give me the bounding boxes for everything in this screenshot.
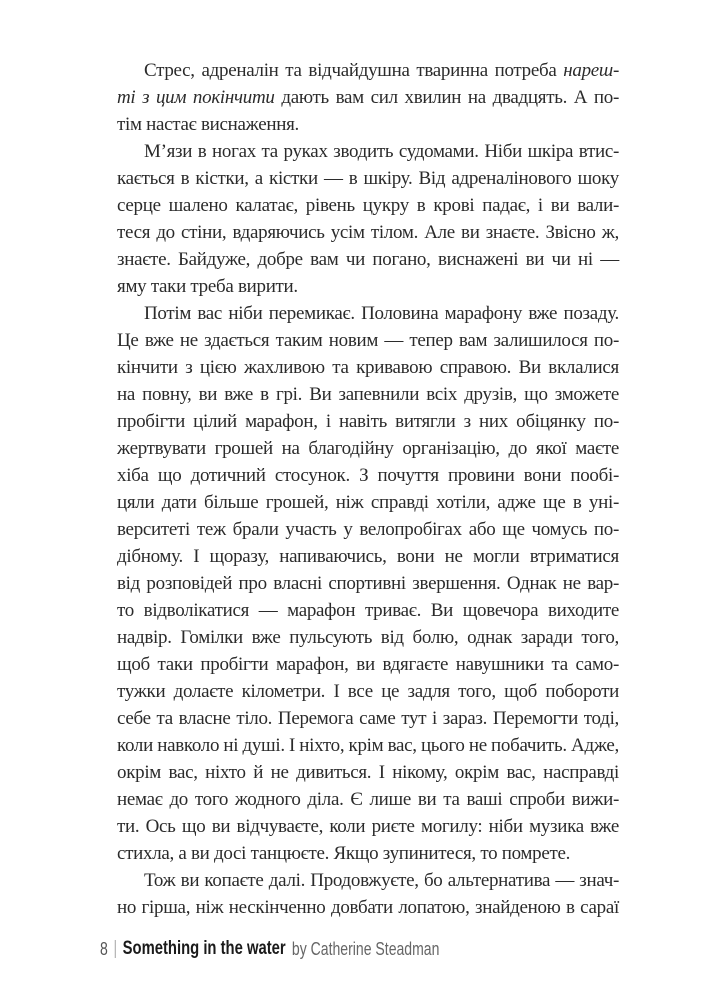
book-title: Something in the water: [122, 938, 286, 959]
footer-divider: [115, 940, 116, 958]
text-line: теся до стіни, вдаряючись усім тілом. Але ви знаєте. Звісно ж,: [117, 222, 619, 243]
text-line: кінчити з цією жахливою та кривавою справою. Ви вклалися: [117, 357, 619, 378]
text-line: від розповідей про власні спортивні звершення. Однак не вар-: [117, 573, 619, 594]
text-line: кається в кістки, а кістки — в шкіру. Від адреналінового шоку: [117, 168, 619, 189]
text-line: [117, 57, 619, 84]
text-line: яму таки треба вирити.: [117, 276, 298, 297]
text-line: Потім вас ніби перемикає. Половина марафону вже позаду.: [144, 303, 619, 324]
text-line: Тож ви копаєте далі. Продовжуєте, бо альтернатива — знач-: [144, 870, 619, 891]
text-line: хіба що дотичний стосунок. З почуття провини вони пообі-: [117, 465, 619, 486]
text-line: стихла, а ви досі танцюєте. Якщо зупинитеся, то помрете.: [117, 843, 571, 864]
text-line: верситеті теж брали участь у велопробігах або ще чомусь по-: [117, 519, 619, 540]
text-line: знаєте. Байдуже, добре вам чи погано, виснажені ви чи ні —: [117, 249, 619, 270]
text-line: немає до того жодного діла. Є лише ви та ваші спроби вижи-: [117, 789, 619, 810]
text-line: цяли дати більше грошей, ніж справді хотіли, адже ще в уні-: [117, 492, 619, 513]
text-line: коли навколо ні душі. І ніхто, крім вас, цього не побачить. Адже,: [117, 735, 619, 756]
text-line: [117, 84, 619, 111]
text-line: тужки долаєте кілометри. І все це задля того, щоб побороти: [117, 681, 619, 702]
italic-text: нареш-: [563, 60, 619, 81]
text-line: серце шалено калатає, рівень цукру в крові падає, і ви вали-: [117, 195, 619, 216]
line-text: дають вам сил хвилин на двадцять. А по-: [274, 87, 619, 108]
italic-text: ті з цим покінчити: [117, 87, 275, 108]
page-body: [117, 57, 619, 921]
text-line: но гірша, ніж нескінченно довбати лопатою, знайденою в сараї: [117, 897, 619, 918]
text-line: дібному. І щоразу, напиваючись, вони не могли втриматися: [117, 546, 619, 567]
text-line: на повну, ви вже в грі. Ви запевнили всіх друзів, що зможете: [117, 384, 619, 405]
page-footer: [100, 936, 439, 962]
text-line: Це вже не здається таким новим — тепер вам залишилося по-: [117, 330, 619, 351]
text-line: щоб таки пробігти марафон, ви вдягаєте навушники та само-: [117, 654, 619, 675]
text-line: то відволікатися — марафон триває. Ви щовечора виходите: [117, 600, 619, 621]
text-line: М’язи в ногах та руках зводить судомами. Ніби шкіра втис-: [144, 141, 619, 162]
text-line: окрім вас, ніхто й не дивиться. І нікому, окрім вас, насправді: [117, 762, 619, 783]
text-line: ти. Ось що ви відчуваєте, коли риєте могилу: ніби музика вже: [117, 816, 619, 837]
text-line: надвір. Гомілки вже пульсують від болю, однак заради того,: [117, 627, 619, 648]
book-author: by Catherine Steadman: [291, 938, 440, 959]
text-line: жертвувати грошей на благодійну організацію, до якої маєте: [117, 438, 619, 459]
text-line: тім настає виснаження.: [117, 114, 299, 135]
text-line: себе та власне тіло. Перемога саме тут і зараз. Перемогти тоді,: [117, 708, 619, 729]
text-line: пробігти цілий марафон, і навіть витягли з них обіцянку по-: [117, 411, 619, 432]
page-number: 8: [100, 938, 108, 959]
line-text: Стрес, адреналін та відчайдушна тваринна потреба: [144, 60, 564, 81]
